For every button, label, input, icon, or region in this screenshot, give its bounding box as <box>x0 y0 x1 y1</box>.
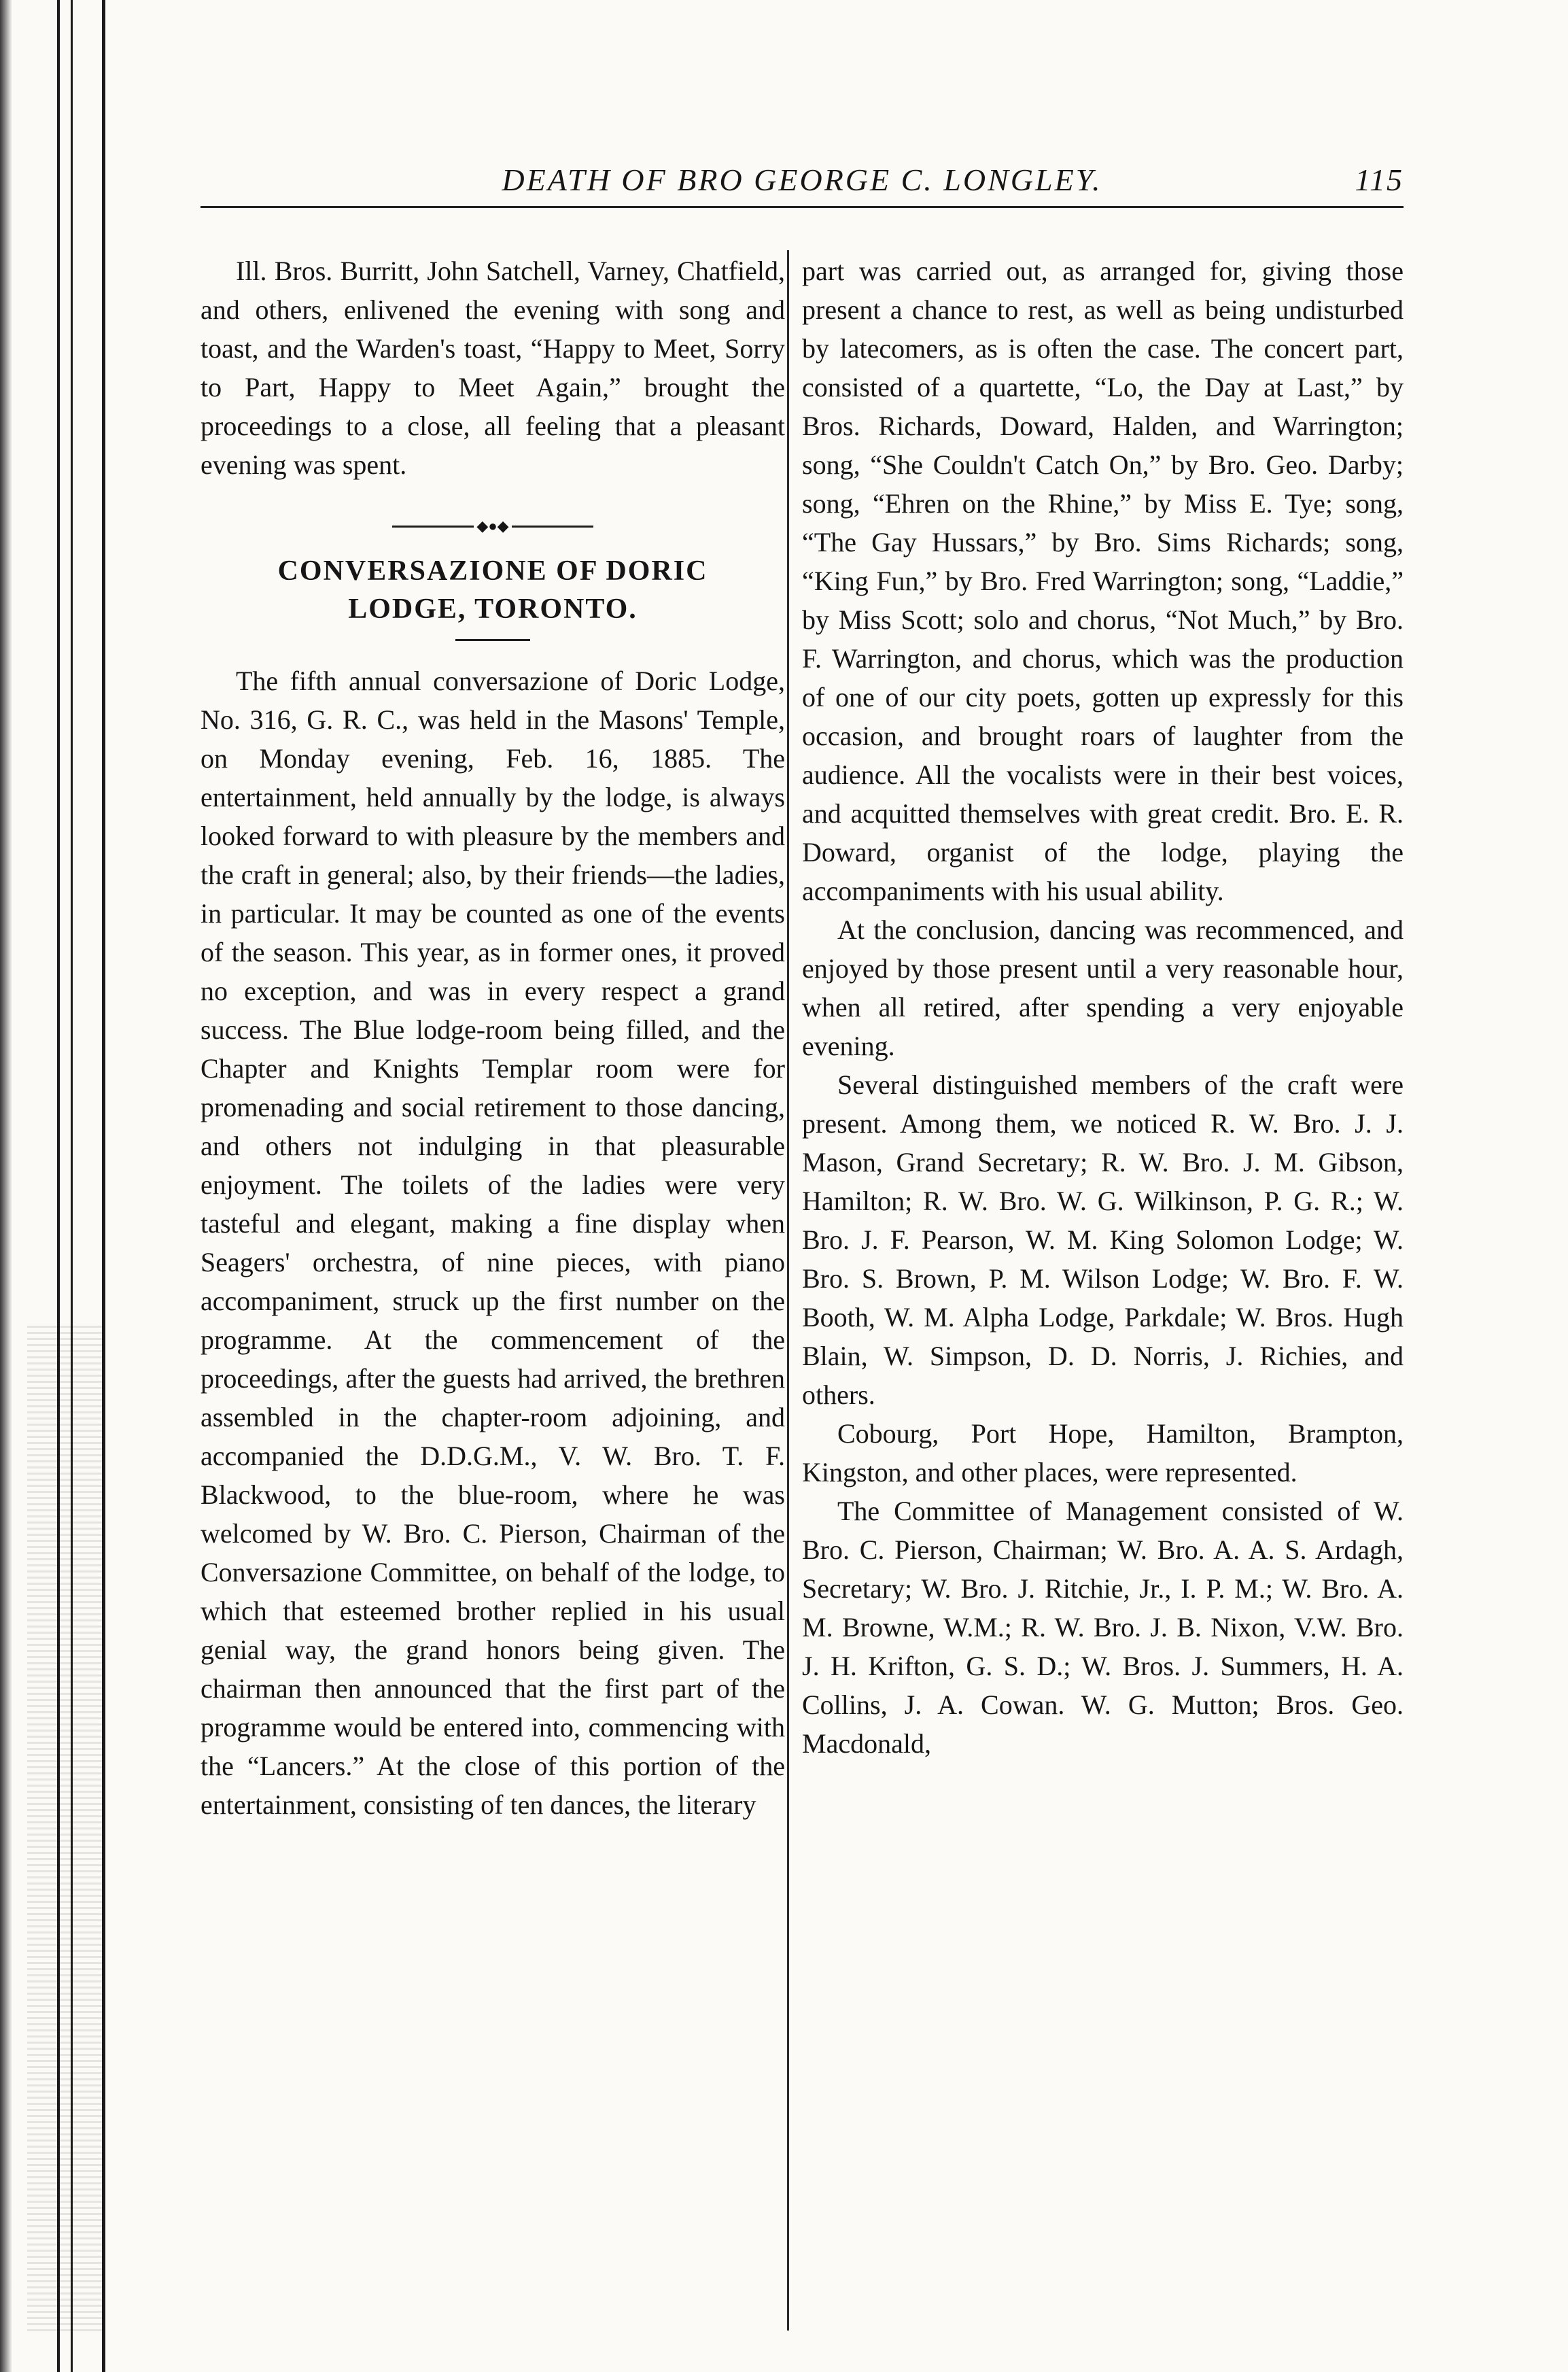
article-paragraph: At the conclusion, dancing was recommenced, and enjoyed by those present until a very reasonable hour, when all retired, after spending a very enjoyable evening. <box>802 914 1404 1061</box>
article-paragraph: Several distinguished members of the craft were present. Among them, we noticed R. W. Bro. J. J. Mason, Grand Secretary; R. W. Bro. J. M. Gibson, Hamilton; R. W. Bro. W. G. Wilkinson, P. G. R.; W. Bro. J. F. Pearson, W. M. King Solomon Lodge; W. Bro. S. Brown, P. M. Wilson Lodge; W. Bro. F. W. Booth, W. M. Alpha Lodge, Parkdale; W. Bros. Hugh Blain, W. Simpson, D. D. Norris, J. Richies, and others. <box>802 1069 1404 1410</box>
header-rule <box>201 206 1404 208</box>
running-title: DEATH OF BRO GEORGE C. LONGLEY. <box>502 162 1102 197</box>
page-number: 115 <box>1355 162 1404 197</box>
section-title-line1: CONVERSAZIONE OF DORIC <box>277 555 708 587</box>
page-binding-edge <box>0 0 119 2372</box>
left-column <box>201 252 785 1824</box>
article-paragraph: Cobourg, Port Hope, Hamilton, Brampton, Kingston, and other places, were represented. <box>802 1418 1404 1488</box>
article-paragraph-continued: part was carried out, as arranged for, giving those present a chance to rest, as well as being undisturbed by latecomers, as is often the case. The concert part, consisted of a quartette, “Lo, the Day at Last,” by Bros. Richards, Doward, Halden, and Warrington; song, “She Couldn't Catch On,” by Bro. Geo. Darby; song, “Ehren on the Rhine,” by Miss E. Tye; song, “The Gay Hussars,” by Bro. Sims Richards; song, “King Fun,” by Bro. Fred Warrington; song, “Laddie,” by Miss Scott; solo and chorus, “Not Much,” by Bro. F. Warrington, and chorus, which was the production of one of our city poets, gotten up expressly for this occasion, and brought roars of laughter from the audience. All the vocalists were in their best voices, and acquitted themselves with great credit. Bro. E. R. Doward, organist of the lodge, playing the accompaniments with his usual ability. <box>802 256 1404 906</box>
section-ornament: ◆●◆ <box>201 519 785 533</box>
title-rule <box>455 639 530 641</box>
section-title-line2: LODGE, TORONTO. <box>348 594 638 625</box>
intro-paragraph: Ill. Bros. Burritt, John Satchell, Varney, Chatfield, and others, enlivened the evening with song and toast, and the Warden's toast, “Happy to Meet, Sorry to Part, Happy to Meet Again,” brought the proceedings to a close, all feeling that a pleasant evening was spent. <box>201 256 785 480</box>
page-header <box>201 160 1404 221</box>
article-paragraph: The fifth annual conversazione of Doric Lodge, No. 316, G. R. C., was held in the Masons' Temple, on Monday evening, Feb. 16, 1885. The entertainment, held annually by the lodge, is always looked forward to with pleasure by the members and the craft in general; also, by their friends—the ladies, in particular. It may be counted as one of the events of the season. This year, as in former ones, it proved no exception, and was in every respect a grand success. The Blue lodge-room being filled, and the Chapter and Knights Templar room were for promenading and social retirement to those dancing, and others not indulging in that pleasurable enjoyment. The toilets of the ladies were very tasteful and elegant, making a fine display when Seagers' orchestra, of nine pieces, with piano accompaniment, struck up the first number on the programme. At the commencement of the proceedings, after the guests had arrived, the brethren assembled in the chapter-room adjoining, and accompanied the D.D.G.M., V. W. Bro. T. F. Blackwood, to the blue-room, where he was welcomed by W. Bro. C. Pierson, Chairman of the Conversazione Committee, on behalf of the lodge, to which that esteemed brother replied in his usual genial way, the grand honors being given. The chairman then announced that the first part of the programme would be entered into, commencing with the “Lancers.” At the close of this portion of the entertainment, consisting of ten dances, the literary <box>201 666 785 1820</box>
article-paragraph: The Committee of Management consisted of W. Bro. C. Pierson, Chairman; W. Bro. A. A. S. Ardagh, Secretary; W. Bro. J. Ritchie, Jr., I. P. M.; W. Bro. A. M. Browne, W.M.; R. W. Bro. J. B. Nixon, V.W. Bro. J. H. Krifton, G. S. D.; W. Bros. J. Summers, H. A. Collins, J. A. Cowan. W. G. Mutton; Bros. Geo. Macdonald, <box>802 1496 1404 1759</box>
section-title <box>201 552 785 628</box>
right-column <box>802 252 1404 1763</box>
column-divider <box>787 250 789 2331</box>
